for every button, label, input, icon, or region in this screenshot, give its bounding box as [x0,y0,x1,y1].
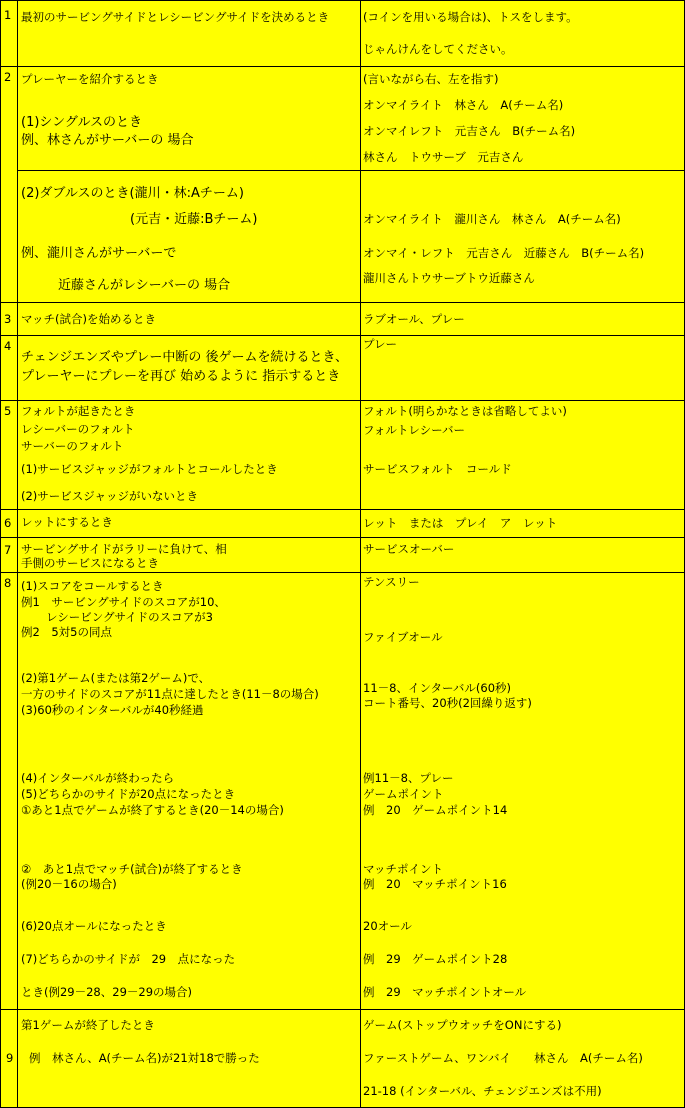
row-number: 8 [4,576,12,590]
situation-text: (1)スコアをコールするとき [21,579,164,593]
call-text: 例 29 マッチポイントオール [363,985,527,999]
situation-text: (元吉・近藤:Bチーム) [130,212,258,227]
row-divider [0,400,685,401]
situation-text: 例、瀧川さんがサーバーで [21,246,177,261]
situation-text: フォルトが起きたとき [21,404,136,418]
row-number: 1 [4,8,12,22]
situation-text: (6)20点オールになったとき [21,919,167,933]
call-text: オンマイライト 林さん A(チーム名) [363,98,564,112]
call-text: フォルト(明らかなときは省略してよい) [363,404,567,418]
situation-text: サーバーのフォルト [21,439,124,453]
situation-text: プレーヤーを紹介するとき [21,72,159,86]
situation-text: 一方のサイドのスコアが11点に達したとき(11－8の場合) [21,687,319,701]
situation-text: 例1 サービングサイドのスコアが10、 [21,595,226,609]
call-text: 11－8、インターバル(60秒) [363,681,512,695]
situation-text: (1)シングルスのとき [21,115,143,130]
row-number: 3 [4,312,12,326]
situation-text: レットにするとき [21,515,113,529]
situation-text: とき(例29－28、29－29の場合) [21,985,193,999]
situation-text: (2)ダブルスのとき(瀧川・林:Aチーム) [21,186,244,201]
situation-text: (1)サービスジャッジがフォルトとコールしたとき [21,462,278,476]
call-text: じゃんけんをしてください。 [363,42,513,56]
situation-text: レシーバーのフォルト [21,422,135,436]
row-divider [0,572,685,573]
call-text: ラブオール、プレー [363,312,465,326]
situation-text: 第1ゲームが終了したとき [21,1018,155,1032]
call-text: 林さん トウサーブ 元吉さん [363,150,524,164]
row-number: 2 [4,70,12,84]
situation-text: (5)どちらかのサイドが20点になったとき [21,787,236,801]
row-number: 4 [4,339,12,353]
row-divider [0,537,685,538]
row-number: 5 [4,404,12,418]
row-divider [0,302,685,303]
call-text: 21-18 (インターバル、チェンジエンズは不用) [363,1084,602,1098]
call-text: オンマイ・レフト 元吉さん 近藤さん B(チーム名) [363,246,645,260]
table-border-top [0,0,685,1]
situation-text: ② あと1点でマッチ(試合)が終了するとき [21,862,243,876]
situation-text: (3)60秒のインターバルが40秒経過 [21,703,204,717]
situation-text: 手側のサービスになるとき [21,556,159,570]
situation-text: (2)サービスジャッジがいないとき [21,489,199,503]
row-divider [17,170,685,171]
situation-text: プレーヤーにプレーを再び 始めるように 指示するとき [21,369,341,384]
row-number: 6 [4,516,12,530]
call-text: (コインを用いる場合は)、トスをします。 [363,10,578,24]
situation-text: (4)インターバルが終わったら [21,771,175,785]
call-text: ゲーム(ストップウオッチをONにする) [363,1018,562,1032]
column-divider-number [17,0,18,1108]
call-text: プレー [363,337,398,351]
row-number: 7 [4,543,12,557]
situation-text: (例20－16の場合) [21,877,117,891]
situation-text: マッチ(試合)を始めるとき [21,312,157,326]
call-text: 例 20 マッチポイント16 [363,877,507,891]
call-text: 例 29 ゲームポイント28 [363,952,508,966]
call-text: ファイブオール [363,630,443,644]
call-text: オンマイライト 瀧川さん 林さん A(チーム名) [363,212,621,226]
situation-text: レシービングサイドのスコアが3 [46,610,213,624]
call-text: 例 20 ゲームポイント14 [363,803,508,817]
situation-text: チェンジエンズやプレー中断の 後ゲームを続けるとき、 [21,350,348,365]
situation-text: サービングサイドがラリーに負けて、相 [21,542,227,556]
call-text: 例11－8、プレー [363,771,454,785]
column-divider-situation [360,0,361,1108]
situation-text: (2)第1ゲーム(または第2ゲーム)で、 [21,671,211,685]
call-text: フォルトレシーバー [363,423,466,437]
situation-text: 例 林さん、A(チーム名)が21対18で勝った [29,1051,260,1065]
situation-text: 例2 5対5の同点 [21,625,112,639]
row-divider [0,335,685,336]
situation-text: ①あと1点でゲームが終了するとき(20－14の場合) [21,803,284,817]
call-text: ファーストゲーム、ワンバイ 林さん A(チーム名) [363,1051,643,1065]
call-text: オンマイレフト 元吉さん B(チーム名) [363,124,576,138]
call-text: ゲームポイント [363,787,444,801]
call-text: レット または プレイ ア レット [363,516,558,530]
call-text: 20オール [363,919,412,933]
call-text: テンスリー [363,575,420,589]
situation-text: 近藤さんがレシーバーの 場合 [58,278,231,293]
table-border-left [0,0,1,1108]
row-divider [0,66,685,67]
call-text: 瀧川さんトウサーブトウ近藤さん [363,271,535,285]
row-divider [0,1009,685,1010]
row-divider [0,509,685,510]
row-number: 9 [6,1051,14,1065]
call-text: サービスフォルト コールド [363,462,512,476]
situation-text: 例、林さんがサーバーの 場合 [21,133,194,148]
situation-text: (7)どちらかのサイドが 29 点になった [21,952,236,966]
call-text: (言いながら右、左を指す) [363,72,499,86]
call-text: コート番号、20秒(2回繰り返す) [363,696,532,710]
call-text: マッチポイント [363,862,444,876]
situation-text: 最初のサービングサイドとレシービングサイドを決めるとき [21,10,330,24]
call-text: サービスオーバー [363,542,455,556]
